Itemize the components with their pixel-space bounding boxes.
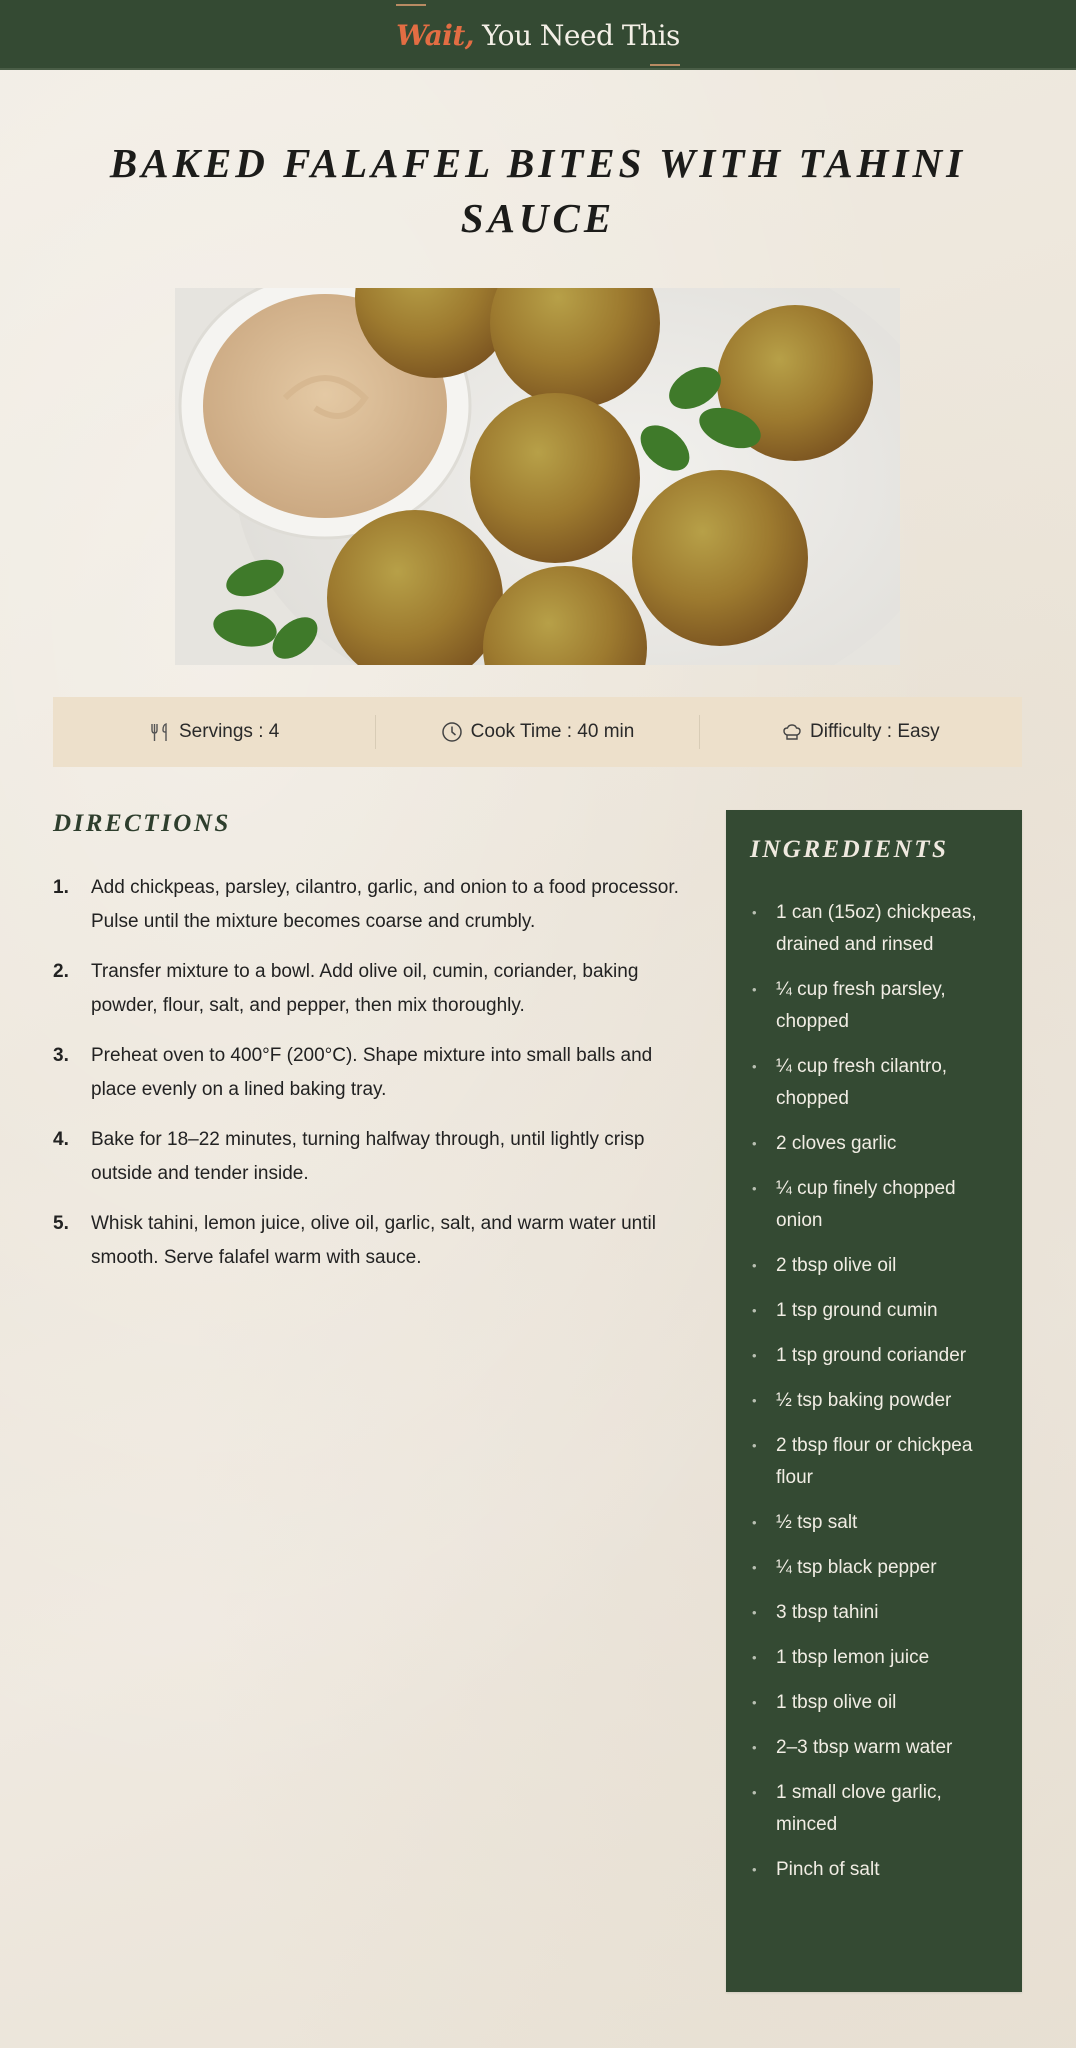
bullet-icon: •: [752, 1438, 757, 1453]
falafel-photo: [175, 288, 900, 665]
step-text: Transfer mixture to a bowl. Add olive oil, cumin, coriander, baking powder, flour, salt, and pepper, then mix thoroughly.: [91, 961, 639, 1016]
ingredients-list: [750, 897, 998, 1886]
directions-heading: DIRECTIONS: [53, 810, 231, 837]
ingredient-text: 1 small clove garlic, minced: [776, 1782, 942, 1835]
ingredient-text: 1 tsp ground cumin: [776, 1300, 938, 1321]
stat-cook-time: [376, 697, 698, 767]
step-text: Add chickpeas, parsley, cilantro, garlic, and onion to a food processor. Pulse until the mixture becomes coarse and crumbly.: [91, 877, 679, 932]
ingredient-text: 2 tbsp flour or chickpea flour: [776, 1435, 973, 1488]
recipe-stats-bar: [53, 697, 1022, 767]
ingredient-item: [750, 1507, 998, 1539]
ingredient-item: [750, 1340, 998, 1372]
stat-difficulty-text: Difficulty : Easy: [810, 721, 940, 742]
ingredient-text: ¼ cup fresh cilantro, chopped: [776, 1056, 948, 1109]
directions-list: [53, 871, 693, 1275]
site-logo[interactable]: [396, 19, 680, 52]
step-number: 2.: [53, 961, 69, 982]
ingredient-text: ½ tsp salt: [776, 1512, 858, 1533]
ingredient-text: Pinch of salt: [776, 1859, 880, 1880]
logo-rule-bottom: [650, 64, 680, 66]
ingredient-text: 2 tbsp olive oil: [776, 1255, 897, 1276]
bullet-icon: •: [752, 1785, 757, 1800]
bullet-icon: •: [752, 1740, 757, 1755]
step-text: Whisk tahini, lemon juice, olive oil, garlic, salt, and warm water until smooth. Serve falafel warm with sauce.: [91, 1213, 656, 1268]
recipe-hero-image: [175, 288, 900, 665]
logo-text: You Need This: [482, 19, 680, 52]
direction-step: [53, 1123, 693, 1191]
ingredient-item: [750, 1732, 998, 1764]
ingredient-text: ¼ cup fresh parsley, chopped: [776, 979, 946, 1032]
stat-cook-time-text: Cook Time : 40 min: [470, 721, 635, 742]
bullet-icon: •: [752, 982, 757, 997]
step-text: Bake for 18–22 minutes, turning halfway through, until lightly crisp outside and tender inside.: [91, 1129, 645, 1184]
bullet-icon: •: [752, 1059, 757, 1074]
direction-step: [53, 871, 693, 939]
ingredient-item: [750, 1687, 998, 1719]
clock-icon: [441, 721, 463, 743]
chef-hat-icon: [782, 722, 802, 742]
ingredient-text: 1 tbsp lemon juice: [776, 1647, 930, 1668]
step-number: 1.: [53, 877, 69, 898]
ingredient-text: ¼ tsp black pepper: [776, 1557, 937, 1578]
ingredient-text: ¼ cup finely chopped onion: [776, 1178, 956, 1231]
bullet-icon: •: [752, 1393, 757, 1408]
utensils-icon: [149, 722, 171, 742]
logo-rule-top: [396, 4, 426, 6]
ingredient-item: [750, 1051, 998, 1115]
recipe-title: BAKED FALAFEL BITES WITH TAHINI SAUCE: [109, 140, 967, 241]
stat-servings: [53, 697, 375, 767]
bullet-icon: •: [752, 1181, 757, 1196]
ingredient-item: [750, 1430, 998, 1494]
direction-step: [53, 955, 693, 1023]
ingredient-item: [750, 897, 998, 961]
ingredient-text: ½ tsp baking powder: [776, 1390, 952, 1411]
direction-step: [53, 1207, 693, 1275]
ingredients-heading: INGREDIENTS: [750, 836, 949, 863]
ingredient-item: [750, 1642, 998, 1674]
bullet-icon: •: [752, 1348, 757, 1363]
ingredient-item: [750, 1128, 998, 1160]
directions-section: [53, 810, 693, 1291]
ingredient-text: 1 can (15oz) chickpeas, drained and rinsed: [776, 902, 977, 955]
step-number: 5.: [53, 1213, 69, 1234]
step-number: 4.: [53, 1129, 69, 1150]
ingredient-text: 3 tbsp tahini: [776, 1602, 879, 1623]
bullet-icon: •: [752, 1605, 757, 1620]
bullet-icon: •: [752, 1560, 757, 1575]
bullet-icon: •: [752, 1650, 757, 1665]
stat-difficulty: [700, 697, 1022, 767]
step-number: 3.: [53, 1045, 69, 1066]
bullet-icon: •: [752, 1258, 757, 1273]
bullet-icon: •: [752, 1515, 757, 1530]
ingredient-text: 2–3 tbsp warm water: [776, 1737, 953, 1758]
ingredient-item: [750, 1295, 998, 1327]
bullet-icon: •: [752, 1695, 757, 1710]
bullet-icon: •: [752, 1136, 757, 1151]
direction-step: [53, 1039, 693, 1107]
ingredient-item: [750, 1385, 998, 1417]
ingredient-text: 1 tbsp olive oil: [776, 1692, 897, 1713]
bullet-icon: •: [752, 1862, 757, 1877]
ingredient-item: [750, 1854, 998, 1886]
ingredient-item: [750, 1777, 998, 1841]
ingredient-text: 2 cloves garlic: [776, 1133, 897, 1154]
ingredient-item: [750, 1250, 998, 1282]
ingredient-item: [750, 1597, 998, 1629]
logo-accent-text: Wait,: [396, 19, 475, 52]
ingredient-text: 1 tsp ground coriander: [776, 1345, 967, 1366]
ingredient-item: [750, 974, 998, 1038]
bullet-icon: •: [752, 1303, 757, 1318]
ingredient-item: [750, 1173, 998, 1237]
stat-servings-text: Servings : 4: [179, 721, 280, 742]
ingredients-panel: [726, 810, 1022, 1992]
site-header: [0, 0, 1076, 70]
ingredient-item: [750, 1552, 998, 1584]
bullet-icon: •: [752, 905, 757, 920]
step-text: Preheat oven to 400°F (200°C). Shape mixture into small balls and place evenly on a lined baking tray.: [91, 1045, 653, 1100]
